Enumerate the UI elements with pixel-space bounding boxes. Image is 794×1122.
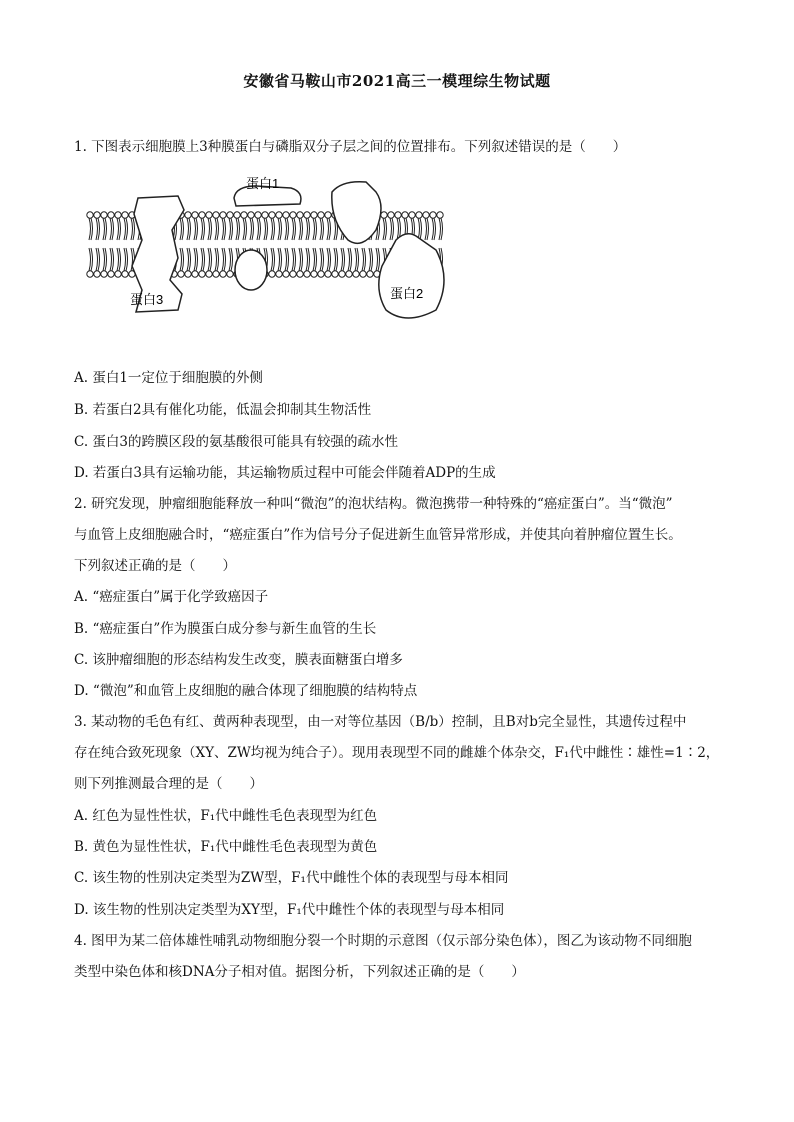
lipid-head-upper [227,212,233,218]
lipid-tail-lower [306,248,310,271]
lipid-tail-upper [320,218,324,240]
lipid-head-lower [269,271,275,277]
lipid-head-upper [87,212,93,218]
lipid-tail-lower [362,248,366,271]
lipid-head-upper [304,212,310,218]
label-protein-2: 蛋白2 [390,286,424,301]
protein-2-lower-shape [379,234,444,318]
lipid-tail-lower [292,248,296,271]
lipid-tail-upper [271,218,275,240]
lipid-tail-upper [131,218,135,240]
q3-option-c: C. 该生物的性别决定类型为ZW型，F₁代中雌性个体的表现型与母本相同 [74,870,509,886]
lipid-tail-upper [418,218,422,240]
lipid-head-upper [213,212,219,218]
lipid-head-upper [416,212,422,218]
lipid-tail-upper [250,218,254,240]
lipid-tail-upper [425,218,429,240]
lipid-head-upper [248,212,254,218]
lipid-head-lower [346,271,352,277]
lipid-tail-upper [180,218,184,240]
lipid-head-lower [227,271,233,277]
lipid-head-upper [402,212,408,218]
lipid-tail-upper [187,218,191,240]
lipid-tail-lower [110,248,114,271]
lipid-head-upper [325,212,331,218]
lipid-tail-upper [439,218,443,240]
lipid-tail-lower [376,248,380,271]
lipid-tail-lower [229,248,233,271]
question-2-stem-line-3: 下列叙述正确的是（ ） [74,558,236,574]
lipid-tail-lower [89,248,93,271]
q2-option-b: B. “癌症蛋白”作为膜蛋白成分参与新生血管的生长 [74,621,377,637]
lipid-tail-upper [194,218,198,240]
lipid-head-lower [122,271,128,277]
lipid-head-upper [94,212,100,218]
lipid-tail-lower [355,248,359,271]
q1-option-a: A. 蛋白1一定位于细胞膜的外侧 [74,370,263,386]
label-protein-3: 蛋白3 [130,292,164,307]
lipid-tail-upper [208,218,212,240]
question-4-stem-line-2: 类型中染色体和核DNA分子相对值。据图分析，下列叙述正确的是（ ） [74,964,525,980]
q1-option-d: D. 若蛋白3具有运输功能，其运输物质过程中可能会伴随着ADP的生成 [74,465,496,481]
lipid-head-lower [87,271,93,277]
lipid-head-upper [381,212,387,218]
lipid-head-upper [276,212,282,218]
lipid-head-upper [269,212,275,218]
q3-option-d: D. 该生物的性别决定类型为XY型，F₁代中雌性个体的表现型与母本相同 [74,902,505,918]
protein-2-upper-shape [332,182,381,244]
q2-option-d: D. “微泡”和血管上皮细胞的融合体现了细胞膜的结构特点 [74,683,418,699]
lipid-head-lower [276,271,282,277]
lipid-head-lower [360,271,366,277]
lipid-tail-upper [243,218,247,240]
lipid-tail-lower [278,248,282,271]
lipid-head-upper [108,212,114,218]
lipid-head-lower [325,271,331,277]
lipid-tail-lower [327,248,331,271]
lipid-head-upper [241,212,247,218]
question-4-stem-line-1: 4. 图甲为某二倍体雄性哺乳动物细胞分裂一个时期的示意图（仅示部分染色体），图乙为该动物不同细胞 [74,933,692,949]
lipid-tail-upper [89,218,93,240]
lipid-head-lower [115,271,121,277]
lipid-head-upper [388,212,394,218]
lipid-tail-upper [201,218,205,240]
lipid-head-lower [297,271,303,277]
lipid-tail-upper [264,218,268,240]
lipid-tail-upper [383,218,387,240]
lipid-head-upper [395,212,401,218]
lipid-tail-upper [257,218,261,240]
q3-option-b: B. 黄色为显性性状，F₁代中雌性毛色表现型为黄色 [74,839,378,855]
lipid-tail-lower [299,248,303,271]
question-2-stem-line-1: 2. 研究发现，肿瘤细胞能释放一种叫“微泡”的泡状结构。微泡携带一种特殊的“癌症蛋白”。当“微泡” [74,496,673,512]
q1-option-b: B. 若蛋白2具有催化功能，低温会抑制其生物活性 [74,402,372,418]
page-title: 安徽省马鞍山市2021高三一模理综生物试题 [243,72,551,90]
lipid-head-upper [206,212,212,218]
q3-option-a: A. 红色为显性性状，F₁代中雌性毛色表现型为红色 [74,808,378,824]
lipid-head-upper [318,212,324,218]
question-3-stem-line-3: 则下列推测最合理的是（ ） [74,776,263,792]
lipid-head-lower [304,271,310,277]
lipid-tail-upper [292,218,296,240]
lipid-tail-upper [124,218,128,240]
lipid-head-lower [192,271,198,277]
lipid-tail-upper [117,218,121,240]
lipid-tail-upper [285,218,289,240]
lipid-tail-lower [285,248,289,271]
lipid-head-upper [199,212,205,218]
lipid-head-upper [185,212,191,218]
lipid-head-upper [430,212,436,218]
lipid-head-upper [297,212,303,218]
lipid-head-lower [108,271,114,277]
lipid-tail-upper [299,218,303,240]
lipid-head-lower [213,271,219,277]
lipid-tail-upper [306,218,310,240]
lipid-head-upper [192,212,198,218]
lipid-head-lower [178,271,184,277]
lipid-head-lower [311,271,317,277]
lipid-tail-upper [96,218,100,240]
lipid-head-upper [101,212,107,218]
lipid-head-lower [318,271,324,277]
lipid-head-upper [290,212,296,218]
lipid-tail-lower [320,248,324,271]
lipid-tail-upper [278,218,282,240]
lipid-tail-lower [103,248,107,271]
lipid-tail-lower [180,248,184,271]
lipid-head-lower [332,271,338,277]
lipid-tail-upper [390,218,394,240]
lipid-head-lower [101,271,107,277]
lipid-tail-lower [341,248,345,271]
lipid-head-lower [220,271,226,277]
question-3-stem-line-2: 存在纯合致死现象（XY、ZW均视为纯合子）。现用表现型不同的雌雄个体杂交，F₁代中雌性∶雄性=1∶2， [74,745,720,761]
lipid-tail-upper [327,218,331,240]
lipid-head-lower [353,271,359,277]
lipid-tail-lower [271,248,275,271]
lipid-head-upper [283,212,289,218]
membrane-protein-figure [86,170,446,320]
lipid-tail-lower [201,248,205,271]
lipid-head-upper [423,212,429,218]
lipid-head-lower [199,271,205,277]
lipid-tail-lower [187,248,191,271]
lipid-tail-lower [222,248,226,271]
lipid-tail-lower [334,248,338,271]
lipid-head-upper [409,212,415,218]
question-2-stem-line-2: 与血管上皮细胞融合时，“癌症蛋白”作为信号分子促进新生血管异常形成，并使其向着肿瘤位置生长。 [74,527,682,543]
lipid-head-lower [185,271,191,277]
q1-option-c: C. 蛋白3的跨膜区段的氨基酸很可能具有较强的疏水性 [74,434,399,450]
inner-protein-shape [235,250,267,290]
lipid-tail-lower [124,248,128,271]
lipid-tail-upper [236,218,240,240]
lipid-head-lower [339,271,345,277]
lipid-head-lower [206,271,212,277]
lipid-head-lower [283,271,289,277]
lipid-tail-upper [222,218,226,240]
lipid-tail-lower [96,248,100,271]
lipid-head-upper [115,212,121,218]
lipid-head-upper [262,212,268,218]
q2-option-c: C. 该肿瘤细胞的形态结构发生改变，膜表面糖蛋白增多 [74,652,403,668]
lipid-tail-lower [313,248,317,271]
lipid-head-upper [122,212,128,218]
lipid-tail-upper [229,218,233,240]
lipid-tail-lower [208,248,212,271]
lipid-tail-lower [348,248,352,271]
lipid-head-lower [94,271,100,277]
question-3-stem-line-1: 3. 某动物的毛色有红、黄两种表现型，由一对等位基因（B/b）控制，且B对b完全显性，其遗传过程中 [74,714,687,730]
lipid-tail-upper [110,218,114,240]
lipid-tail-lower [194,248,198,271]
lipid-head-upper [311,212,317,218]
lipid-tail-upper [215,218,219,240]
lipid-tail-upper [432,218,436,240]
lipid-head-upper [437,212,443,218]
lipid-head-upper [255,212,261,218]
lipid-head-lower [367,271,373,277]
lipid-head-upper [220,212,226,218]
lipid-tail-upper [313,218,317,240]
lipid-tail-lower [117,248,121,271]
lipid-head-lower [290,271,296,277]
lipid-tail-upper [103,218,107,240]
lipid-tail-lower [369,248,373,271]
q2-option-a: A. “癌症蛋白”属于化学致癌因子 [74,589,269,605]
label-protein-1: 蛋白1 [246,176,280,191]
question-1-stem: 1. 下图表示细胞膜上3种膜蛋白与磷脂双分子层之间的位置排布。下列叙述错误的是（ ） [74,139,627,155]
lipid-tail-lower [215,248,219,271]
lipid-head-upper [234,212,240,218]
